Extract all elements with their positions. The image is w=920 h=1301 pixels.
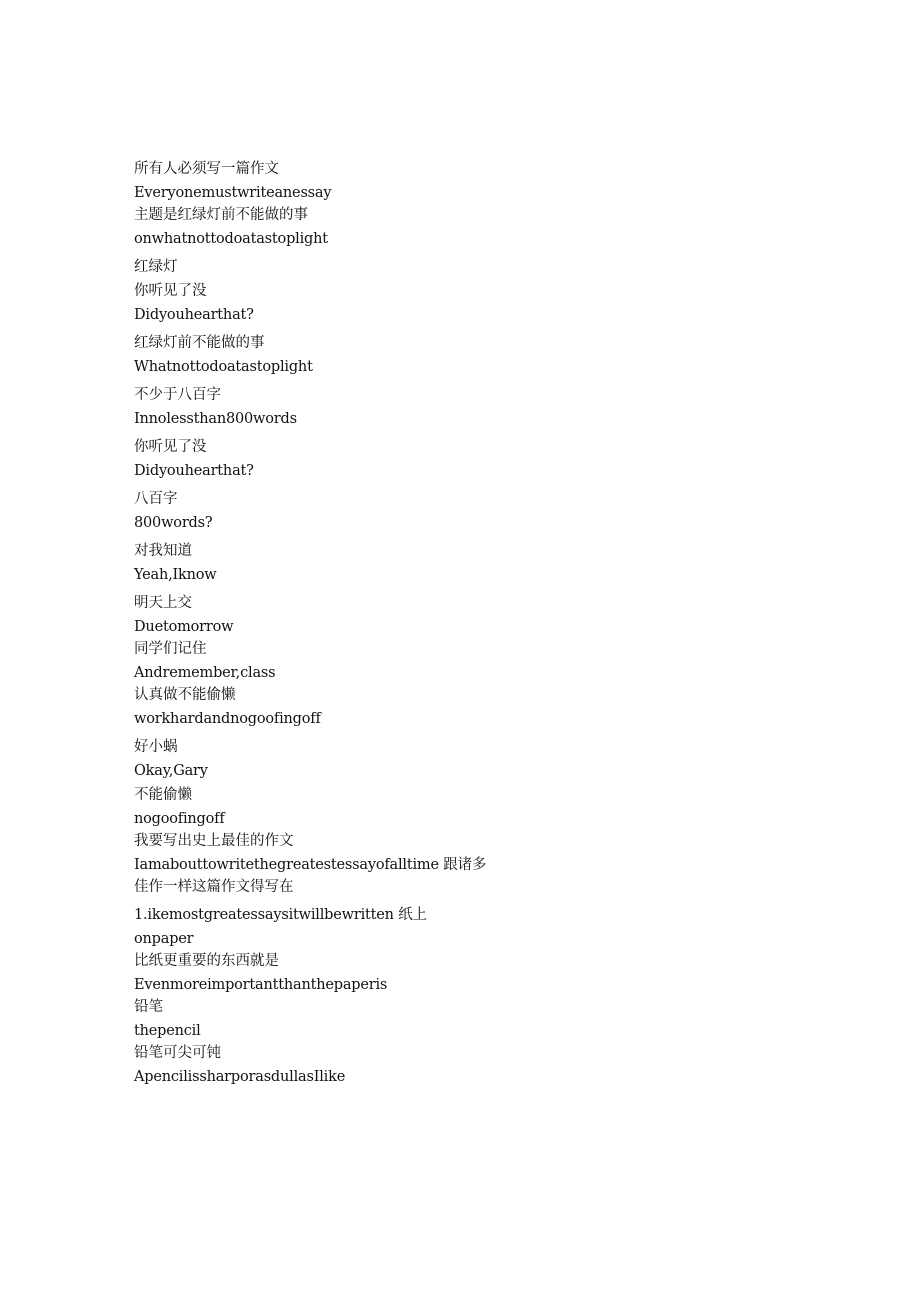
- lyric-line: onwhatnottodoatastoplight: [134, 231, 328, 247]
- lyric-line: 好小蜗: [134, 739, 178, 755]
- lyric-line: 主题是红绿灯前不能做的事: [134, 207, 308, 223]
- lyric-line: 八百字: [134, 491, 178, 507]
- lyric-line: 不能偷懒: [134, 787, 192, 803]
- lyric-line: 所有人必须写一篇作文: [134, 161, 279, 177]
- lyric-line: Andremember,class: [134, 665, 276, 681]
- lyric-line: nogoofingoff: [134, 811, 225, 827]
- lyric-line: Okay,Gary: [134, 763, 208, 779]
- lyric-line: Everyonemustwriteanessay: [134, 185, 332, 201]
- lyric-line: 我要写出史上最佳的作文: [134, 833, 294, 849]
- lyric-line: thepencil: [134, 1023, 201, 1039]
- lyric-line: onpaper: [134, 931, 194, 947]
- lyric-line: 铅笔: [134, 999, 163, 1015]
- lyric-line: 铅笔可尖可钝: [134, 1045, 221, 1061]
- lyric-line: Duetomorrow: [134, 619, 234, 635]
- lyrics-text-block: [134, 158, 554, 1088]
- lyric-line: Yeah,Iknow: [134, 567, 217, 583]
- lyric-line: workhardandnogoofingoff: [134, 711, 321, 727]
- lyric-line: Didyouhearthat?: [134, 307, 254, 323]
- lyric-line: Iamabouttowritethegreatestessayofalltime 跟诸多: [134, 857, 487, 873]
- lyric-line: 明天上交: [134, 595, 192, 611]
- lyric-line: 佳作一样这篇作文得写在: [134, 879, 294, 895]
- lyric-line: Evenmoreimportantthanthepaperis: [134, 977, 388, 993]
- lyric-line: 红绿灯前不能做的事: [134, 335, 265, 351]
- lyric-line: 1.ikemostgreatessaysitwillbewritten 纸上: [134, 907, 427, 923]
- lyric-line: 800words?: [134, 515, 213, 531]
- lyric-line: 认真做不能偷懒: [134, 687, 236, 703]
- lyric-line: Innolessthan800words: [134, 411, 297, 427]
- lyric-line: Didyouhearthat?: [134, 463, 254, 479]
- lyric-line: 不少于八百字: [134, 387, 221, 403]
- lyric-line: 对我知道: [134, 543, 192, 559]
- lyric-line: ApencilissharporasdullasIlike: [134, 1069, 346, 1085]
- lyric-line: Whatnottodoatastoplight: [134, 359, 313, 375]
- lyric-line: 你听见了没: [134, 283, 207, 299]
- lyric-line: 同学们记住: [134, 641, 207, 657]
- lyric-line: 比纸更重要的东西就是: [134, 953, 279, 969]
- lyric-line: 你听见了没: [134, 439, 207, 455]
- lyric-line: 红绿灯: [134, 259, 178, 275]
